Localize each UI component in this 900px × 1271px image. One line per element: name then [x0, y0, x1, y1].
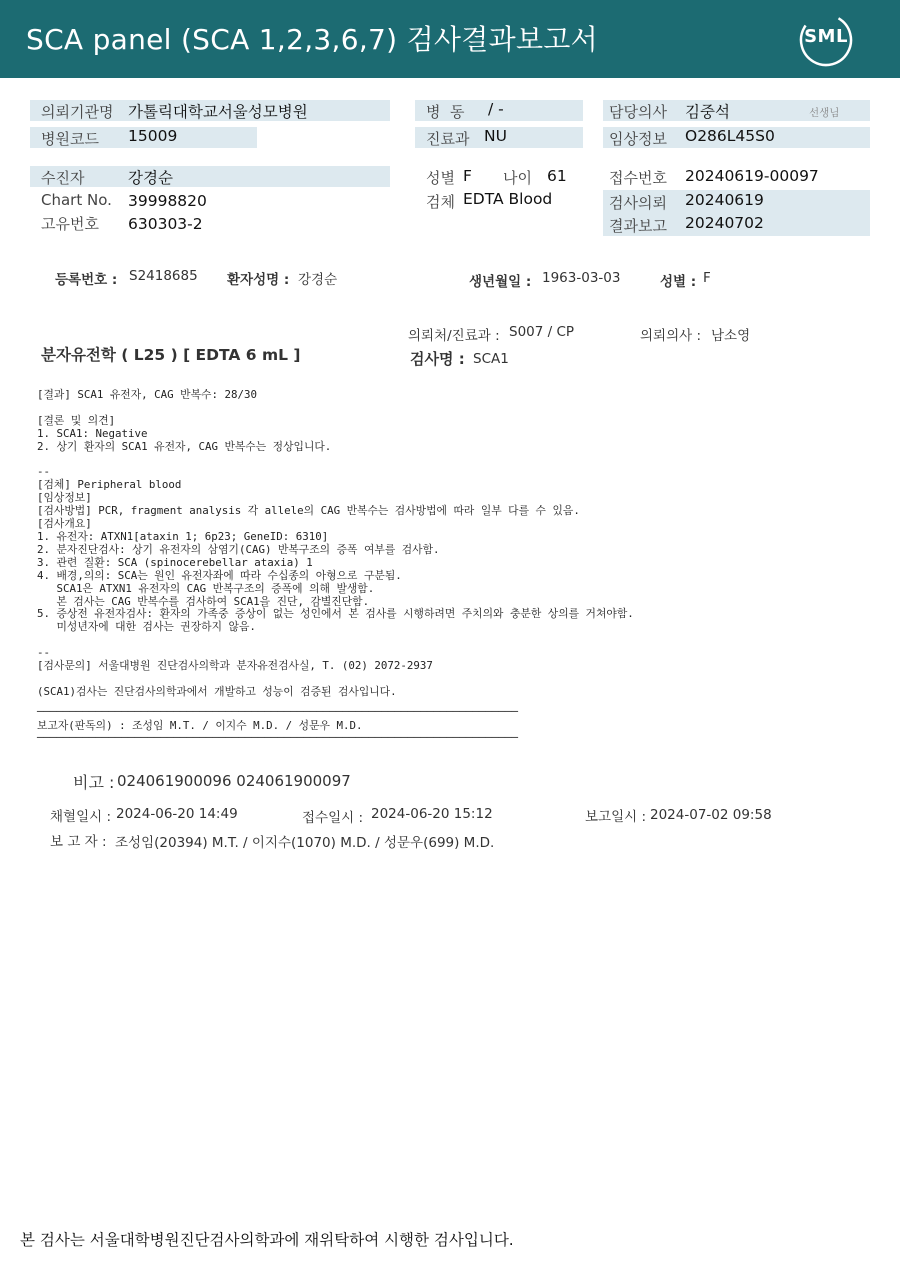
result-line: 2. 분자진단검사: 상기 유전자의 삼염기(CAG) 반복구조의 증폭 여부를 검사함. [37, 542, 440, 556]
result-line: [검사개요] [37, 517, 92, 531]
patient-name-value: 강경순 [298, 272, 338, 288]
patient-value: 강경순 [128, 169, 173, 187]
separator-bottom: ────────────────────────────────────────────────────────────────────────── [37, 731, 519, 744]
report-title: SCA panel (SCA 1,2,3,6,7) 검사결과보고서 [26, 23, 599, 56]
remark-value: 024061900096 024061900097 [117, 772, 351, 790]
doctor-value: 김중석 [685, 103, 730, 121]
result-line: 5. 증상전 유전자검사: 환자의 가족중 증상이 없는 성인에서 본 검사를 시행하려면 주치의와 충분한 상의를 거쳐야함. [37, 607, 634, 621]
institution-label: 의뢰기관명 [41, 103, 114, 121]
age-value: 61 [547, 167, 567, 185]
receipt-time-label: 접수일시 : [302, 810, 364, 826]
patient-label: 수진자 [41, 169, 85, 187]
age-label: 나이 [503, 169, 532, 187]
receipt-no-label: 접수번호 [609, 169, 667, 187]
dept-label: 의뢰처/진료과 : [408, 328, 500, 344]
req-doctor-value: 남소영 [711, 328, 751, 344]
result-line: 본 검사는 CAG 반복수를 검사하여 SCA1을 진단, 감별진단함. [37, 594, 370, 608]
result-line: SCA1은 ATXN1 유전자의 CAG 반복구조의 증폭에 의해 발생함. [37, 581, 375, 595]
result-line: (SCA1)검사는 진단검사의학과에서 개발하고 성능이 검증된 검사입니다. [37, 684, 397, 698]
specimen-label: 검체 [426, 193, 455, 211]
report-date-label: 결과보고 [609, 217, 667, 235]
report-time-label: 보고일시 : [585, 809, 647, 825]
result-line [37, 454, 634, 467]
doctor-suffix: 선생님 [809, 107, 840, 119]
sml-logo [798, 12, 854, 68]
result-line: -- [37, 465, 51, 479]
result-line: -- [37, 646, 51, 660]
ward-value: / - [488, 100, 504, 118]
reg-no-label: 등록번호 : [55, 272, 118, 288]
test-name-value: SCA1 [473, 351, 509, 367]
reporter-value: 조성임(20394) M.T. / 이지수(1070) M.D. / 성문우(699) M.D. [115, 835, 495, 851]
remark-label: 비고 : [73, 773, 115, 792]
report-date-value: 20240702 [685, 214, 764, 232]
result-text-block [37, 389, 634, 699]
unique-no-label: 고유번호 [41, 215, 99, 233]
result-line: 3. 관련 질환: SCA (spinocerebellar ataxia) 1 [37, 555, 313, 569]
patient-name-label: 환자성명 : [227, 272, 290, 288]
ward-label: 병 동 [426, 103, 465, 121]
clinical-info-label: 임상정보 [609, 130, 667, 148]
dept-value: S007 / CP [509, 324, 575, 340]
result-line: [검사방법] PCR, fragment analysis 각 allele의 CAG 반복수는 검사방법에 따라 일부 다를 수 있음. [37, 504, 580, 518]
sex-label: 성별 [426, 169, 455, 187]
result-line: 미성년자에 대한 검사는 권장하지 않음. [37, 620, 256, 634]
report-header [0, 0, 900, 78]
result-line [37, 402, 634, 415]
department-label: 진료과 [426, 130, 470, 148]
unique-no-value: 630303-2 [128, 215, 203, 233]
sml-logo-text: SML [804, 26, 848, 47]
result-line: [검체] Peripheral blood [37, 478, 182, 492]
footer-note: 본 검사는 서울대학병원진단검사의학과에 재위탁하여 시행한 검사입니다. [20, 1231, 514, 1249]
sex-value-scan: F [703, 270, 711, 286]
reg-no-value: S2418685 [129, 268, 198, 284]
report-time-value: 2024-07-02 09:58 [650, 807, 772, 823]
reporter-line: 보고자(판독의) : 조성임 M.T. / 이지수 M.D. / 성문우 M.D. [37, 719, 363, 732]
section-title: 분자유전학 ( L25 ) [ EDTA 6 mL ] [41, 346, 301, 364]
chart-no-label: Chart No. [41, 191, 112, 209]
test-name-label: 검사명 : [410, 350, 465, 368]
chart-no-value: 39998820 [128, 192, 207, 210]
dob-label: 생년월일 : [469, 274, 532, 290]
dob-value: 1963-03-03 [542, 270, 621, 286]
result-line: 1. 유전자: ATXN1[ataxin 1; 6p23; GeneID: 6310] [37, 529, 329, 543]
hospital-code-value: 15009 [128, 127, 178, 145]
request-date-value: 20240619 [685, 191, 764, 209]
result-line: [결론 및 의견] [37, 413, 116, 427]
result-line [37, 673, 634, 686]
separator-top: ────────────────────────────────────────────────────────────────────────── [37, 705, 519, 718]
result-line: [임상정보] [37, 491, 92, 505]
clinical-info-value: O286L45S0 [685, 127, 775, 145]
doctor-label: 담당의사 [609, 103, 667, 121]
collect-label: 채혈일시 : [50, 809, 112, 825]
sex-value: F [463, 167, 472, 185]
result-line: 4. 배경,의의: SCA는 원인 유전자좌에 따라 수십종의 아형으로 구분됨. [37, 568, 402, 582]
result-line: 1. SCA1: Negative [37, 426, 148, 440]
institution-value: 가톨릭대학교서울성모병원 [128, 103, 308, 121]
result-line: 2. 상기 환자의 SCA1 유전자, CAG 반복수는 정상입니다. [37, 439, 332, 453]
specimen-value: EDTA Blood [463, 190, 553, 208]
hospital-code-label: 병원코드 [41, 130, 99, 148]
result-line: [검사문의] 서울대병원 진단검사의학과 분자유전검사실, T. (02) 2072-2937 [37, 659, 433, 673]
collect-value: 2024-06-20 14:49 [116, 806, 238, 822]
department-value: NU [484, 127, 507, 145]
reporter-label: 보 고 자 : [50, 834, 107, 850]
result-line: [결과] SCA1 유전자, CAG 반복수: 28/30 [37, 388, 257, 401]
sex-label-scan: 성별 : [660, 274, 697, 290]
request-date-label: 검사의뢰 [609, 194, 667, 212]
receipt-no-value: 20240619-00097 [685, 167, 819, 185]
result-line [37, 634, 634, 647]
receipt-time-value: 2024-06-20 15:12 [371, 806, 493, 822]
req-doctor-label: 의뢰의사 : [640, 328, 702, 344]
